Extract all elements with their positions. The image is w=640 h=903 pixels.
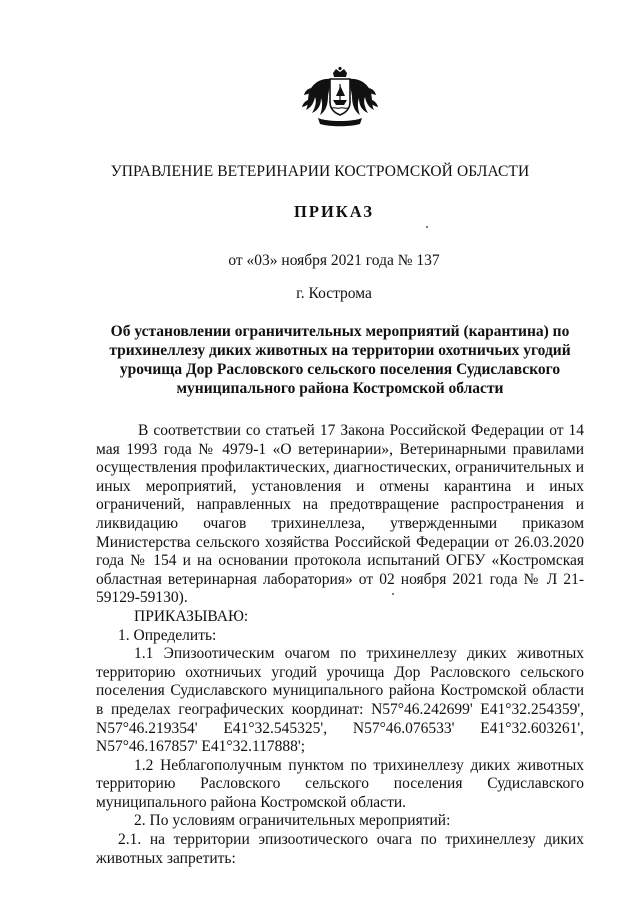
scan-speck xyxy=(426,226,428,228)
document-body xyxy=(96,422,584,868)
item-2: 2. По условиям ограничительных мероприятий: xyxy=(134,812,451,830)
item-1-2: 1.2 Неблагополучным пунктом по трихинеллезу диких животных территорию Расловского сельского поселения Судиславского муниципального района Костромской области. xyxy=(96,756,584,811)
item-1-1: 1.1 Эпизоотическим очагом по трихинеллезу диких животных территорию охотничьих угодий урочища Дор Расловского сельского поселения Судиславского муниципального района Костромской области в пределах географических координат: N57°46.242699' E41°32.254359', N57°46.219354' E41°32.545325', N57°46.076533' E41°32.603261', N57°46.167857' E41°32.117888'; xyxy=(96,645,584,756)
agency-name: УПРАВЛЕНИЕ ВЕТЕРИНАРИИ КОСТРОМСКОЙ ОБЛАСТИ xyxy=(110,163,530,180)
item-1: 1. Определить: xyxy=(118,626,217,644)
document-title: Об установлении ограничительных мероприятий (карантина) по трихинеллезу диких животных на территории охотничьих угодий урочища Дор Расловского сельского поселения Судиславского муниципального района Костромской области xyxy=(109,323,571,397)
coat-of-arms-emblem xyxy=(300,66,380,128)
city-line: г. Кострома xyxy=(296,285,372,302)
date-number-line: от «03» ноября 2021 года № 137 xyxy=(228,252,440,269)
item-2-1: 2.1. на территории эпизоотического очага по трихинеллезу диких животных запретить: xyxy=(96,831,584,867)
scan-speck xyxy=(392,593,394,595)
order-word: ПРИКАЗЫВАЮ: xyxy=(134,607,249,625)
preamble-paragraph: В соответствии со статьей 17 Закона Российской Федерации от 14 мая 1993 года № 4979-1 «О ветеринарии», Ветеринарными правилами осуществления профилактических, диагностических, ограничительных и иных мероприятий, установления и отмены карантина и иных ограничений, направленных на предотвращение распространения и ликвидацию очагов трихинеллеза, утвержденными приказом Министерства сельского хозяйства Российской Федерации от 26.03.2020 года № 154 и на основании протокола испытаний ОГБУ «Костромская областная ветеринарная лаборатория» от 02 ноября 2021 года № Л 21-59129-59130). xyxy=(96,422,584,607)
document-type: ПРИКАЗ xyxy=(294,202,374,221)
